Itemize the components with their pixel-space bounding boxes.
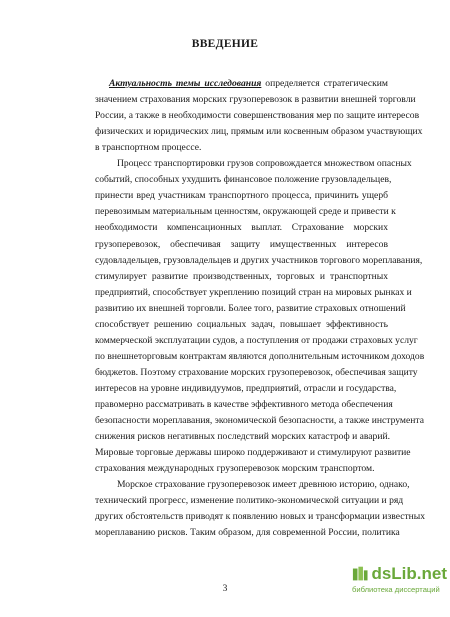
body-line — [117, 479, 410, 491]
body-line — [117, 158, 412, 170]
body-line — [95, 366, 418, 379]
watermark-brand: dsLib.net — [371, 564, 447, 583]
line-text: физических и юридических лиц, прямым или косвенным образом участвующих — [95, 126, 423, 138]
body-line — [95, 399, 393, 411]
body-line — [95, 286, 412, 299]
body-line — [109, 78, 388, 90]
line-text: значением страхования морских грузоперевозок в развитии внешней торговли — [95, 94, 416, 106]
line-text: технический прогресс, изменение политико-экономической ситуации и ряд — [95, 495, 404, 507]
body-line — [95, 319, 388, 331]
body-line — [95, 174, 392, 186]
line-text: Процесс транспортировки грузов сопровождается множеством опасных — [117, 158, 412, 170]
body-line — [95, 222, 388, 234]
body-line — [95, 302, 406, 315]
body-line — [95, 382, 397, 395]
page-title: ВВЕДЕНИЕ — [191, 38, 259, 50]
body-line — [95, 334, 418, 347]
watermark[interactable] — [352, 564, 447, 614]
line-text: снижения рисков негативных последствий морских катастроф и аварий. — [95, 431, 390, 443]
line-text: принести вред участникам транспортного процесса, причинить ущерб — [95, 190, 388, 202]
body-line — [95, 142, 388, 154]
body-line — [95, 463, 388, 475]
watermark-subtitle: библиотека диссертаций — [352, 585, 440, 594]
line-text: мореплаванию рисков. Таким образом, для современной России, политика — [95, 527, 400, 539]
body-line — [95, 110, 420, 122]
line-text: Мировые торговые державы широко поддерживают и стимулируют развитие — [95, 447, 411, 459]
line-text: в транспортном процессе. — [95, 142, 202, 154]
body-line — [95, 239, 388, 251]
line-text: коммерческой эксплуатации судов, а поступления от продажи страховых услуг — [95, 334, 418, 346]
body-line — [95, 527, 400, 539]
page-number: 3 — [222, 584, 228, 594]
line-text: правомерно рассматривать в качестве эффективного метода обеспечения — [95, 399, 393, 410]
line-text: развитию их внешней торговли. Более того, развитие страховых отношений — [95, 302, 406, 314]
line-text: необходимости компенсационных выплат. Страхование морских — [95, 222, 388, 234]
body-line — [95, 447, 411, 459]
line-text: предприятий, способствует укреплению позиций стран на мировых рынках и — [95, 286, 412, 298]
line-text: стимулирует развитие производственных, торговых и транспортных — [95, 270, 388, 282]
line-text: бюджетов. Поэтому страхование морских грузоперевозок, обеспечивая защиту — [95, 366, 418, 378]
body-line — [95, 126, 423, 138]
line-text: событий, способных ухудшить финансовое положение грузовладельцев, — [95, 174, 392, 186]
body-line — [95, 271, 388, 283]
body-line — [95, 206, 396, 218]
line-text: грузоперевозок, обеспечивая защиту имущественных интересов — [95, 238, 388, 250]
line-text: определяется стратегическим — [261, 78, 388, 89]
line-text: страхования международных грузоперевозок морским транспортом. — [95, 463, 375, 475]
line-text: Морское страхование грузоперевозок имеет древнюю историю, однако, — [117, 479, 410, 491]
line-text: судовладельцев, грузовладельцев и других участников торгового мореплавания, — [95, 254, 423, 266]
dslib-logo-icon — [352, 565, 368, 583]
line-text: интересов на уровне индивидуумов, предприятий, отрасли и государства, — [95, 382, 397, 394]
body-line — [95, 415, 424, 427]
line-text: других обстоятельств приводят к появлению новых и трансформации известных — [95, 511, 426, 523]
relevance-heading: Актуальность темы исследования — [109, 78, 262, 89]
line-text: по внешнеторговым контрактам являются дополнительным источником доходов — [95, 350, 425, 362]
line-text: способствует решению социальных задач, повышает эффективность — [95, 318, 388, 330]
body-line — [95, 431, 388, 443]
body-line — [95, 94, 416, 106]
body-line — [95, 495, 404, 507]
line-text: безопасности мореплавания, экономической безопасности, а также инструмента — [95, 415, 424, 427]
body-line — [95, 190, 388, 202]
line-text: России, а также в необходимости совершенствования мер по защите интересов — [95, 110, 420, 122]
body-line — [95, 350, 425, 363]
line-text: перевозимым материальным ценностям, окружающей среде и привести к — [95, 206, 396, 218]
body-line — [95, 254, 423, 267]
body-line — [95, 511, 426, 523]
